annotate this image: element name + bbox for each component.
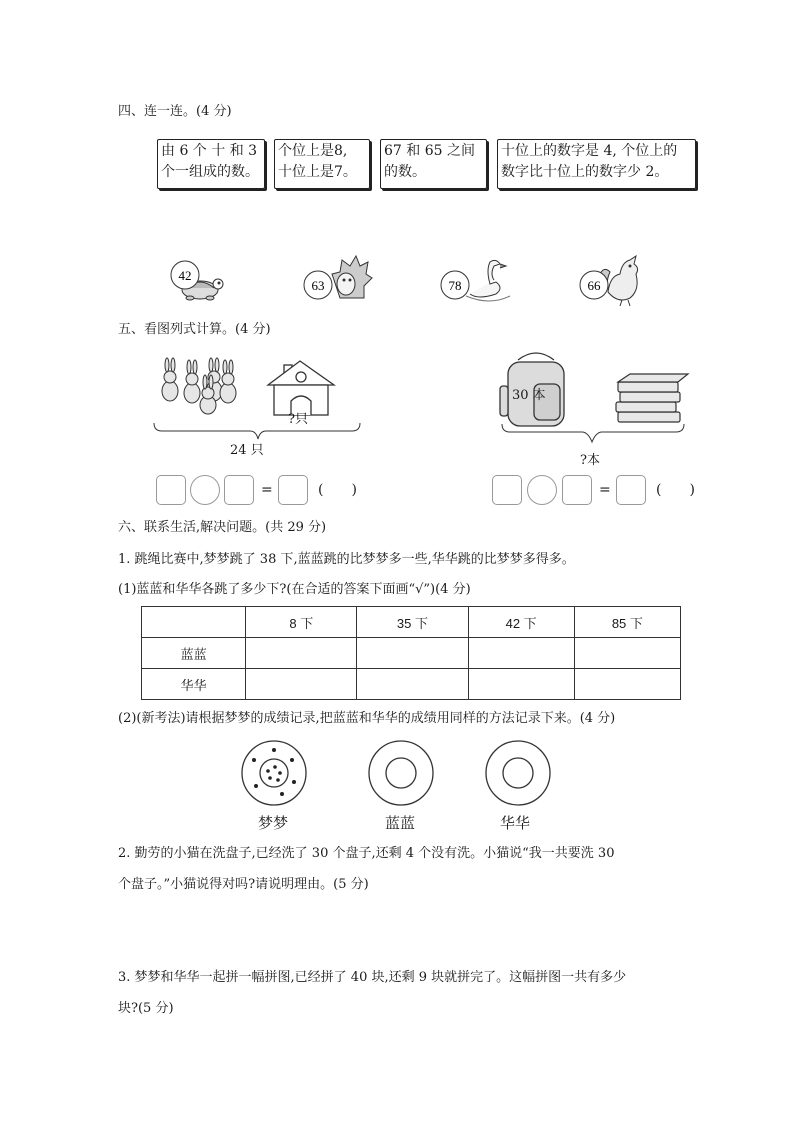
animals-row: [160, 250, 660, 310]
card-4-line2: 数字比十位上的数字少 2。: [501, 164, 669, 180]
table-header-row: [142, 607, 681, 638]
card-1-line1: 由 6 个 十 和 3: [161, 143, 258, 159]
card-4[interactable]: [497, 139, 696, 189]
answer-cell[interactable]: [246, 638, 357, 669]
left-blank-2[interactable]: [224, 475, 254, 505]
table-row: [142, 638, 681, 669]
left-result[interactable]: [278, 475, 308, 505]
q2-line1: 2. 勤劳的小猫在洗盘子,已经洗了 30 个盘子,还剩 4 个没有洗。小猫说“我一共要洗 30: [118, 846, 615, 861]
answer-cell[interactable]: [357, 669, 468, 700]
bag-label: 30 本: [512, 388, 546, 403]
card-2-line2: 十位上是7。: [278, 164, 357, 180]
answer-cell[interactable]: [468, 638, 574, 669]
animal-number-1: 42: [178, 268, 192, 283]
section-4-title: 四、连一连。(4 分): [118, 104, 232, 119]
hedgehog-icon[interactable]: [332, 256, 372, 298]
label-huahua: 华华: [500, 814, 531, 832]
table-header-cell: 85 下: [574, 607, 680, 638]
row-label-huahua: 华华: [142, 669, 246, 700]
left-blank-1[interactable]: [156, 475, 186, 505]
answer-table: [141, 606, 681, 700]
card-4-line1: 十位上的数字是 4, 个位上的: [501, 143, 678, 159]
goose-icon[interactable]: [466, 260, 510, 301]
section-5-title: 五、看图列式计算。(4 分): [118, 322, 271, 337]
q2-line2: 个盘子。”小猫说得对吗?请说明理由。(5 分): [118, 877, 369, 892]
left-equals: =: [261, 482, 273, 498]
left-brace: [154, 423, 360, 439]
q3-line2: 块?(5 分): [118, 1001, 174, 1016]
q1-text: 1. 跳绳比赛中,梦梦跳了 38 下,蓝蓝跳的比梦梦多一些,华华跳的比梦梦多得多。: [118, 552, 575, 567]
card-1-line2: 个一组成的数。: [161, 164, 259, 180]
q1-sub2: (2)(新考法)请根据梦梦的成绩记录,把蓝蓝和华华的成绩用同样的方法记录下来。(4 分): [118, 711, 616, 726]
table-header-cell: 8 下: [246, 607, 357, 638]
left-operator-circle[interactable]: [190, 475, 220, 505]
house-label: ?只: [288, 412, 308, 427]
right-blank-2[interactable]: [562, 475, 592, 505]
animal-number-4: 66: [587, 278, 601, 293]
q3-line1: 3. 梦梦和华华一起拼一幅拼图,已经拼了 40 块,还剩 9 块就拼完了。这幅拼图一共有多少: [118, 970, 627, 985]
table-header-cell: 42 下: [468, 607, 574, 638]
table-header-cell: 35 下: [357, 607, 468, 638]
card-3-line2: 的数。: [384, 164, 426, 180]
table-row: [142, 669, 681, 700]
lanlan-ring[interactable]: [369, 741, 433, 805]
books-icon: [616, 374, 688, 422]
card-2-line1: 个位上是8,: [278, 143, 348, 159]
card-3-line1: 67 和 65 之间: [384, 143, 475, 159]
animal-number-3: 78: [448, 278, 462, 293]
answer-cell[interactable]: [246, 669, 357, 700]
left-total-label: 24 只: [230, 443, 264, 458]
right-blank-1[interactable]: [492, 475, 522, 505]
card-2[interactable]: [274, 139, 370, 189]
section-6-title: 六、联系生活,解决问题。(共 29 分): [118, 520, 327, 535]
label-lanlan: 蓝蓝: [385, 814, 416, 832]
table-header-cell: [142, 607, 246, 638]
right-brace: [502, 424, 684, 442]
rabbits-picture: [150, 355, 380, 460]
label-mengmeng: 梦梦: [258, 814, 289, 832]
answer-cell[interactable]: [468, 669, 574, 700]
mengmeng-ring: [242, 741, 306, 805]
record-rings: [240, 738, 560, 810]
right-unit[interactable]: ( ): [656, 482, 695, 498]
left-unit[interactable]: ( ): [318, 482, 357, 498]
answer-cell[interactable]: [574, 669, 680, 700]
rabbit-icon: [162, 358, 236, 414]
card-1[interactable]: [157, 139, 265, 189]
card-3[interactable]: [380, 139, 487, 189]
row-label-lanlan: 蓝蓝: [142, 638, 246, 669]
answer-cell[interactable]: [357, 638, 468, 669]
house-icon: [268, 361, 334, 415]
animal-number-2: 63: [311, 278, 325, 293]
huahua-ring[interactable]: [486, 741, 550, 805]
answer-cell[interactable]: [574, 638, 680, 669]
right-total-label: ?本: [580, 453, 600, 468]
right-operator-circle[interactable]: [527, 475, 557, 505]
right-result[interactable]: [616, 475, 646, 505]
right-equals: =: [599, 482, 611, 498]
q1-sub1: (1)蓝蓝和华华各跳了多少下?(在合适的答案下面画“√”)(4 分): [118, 582, 471, 597]
